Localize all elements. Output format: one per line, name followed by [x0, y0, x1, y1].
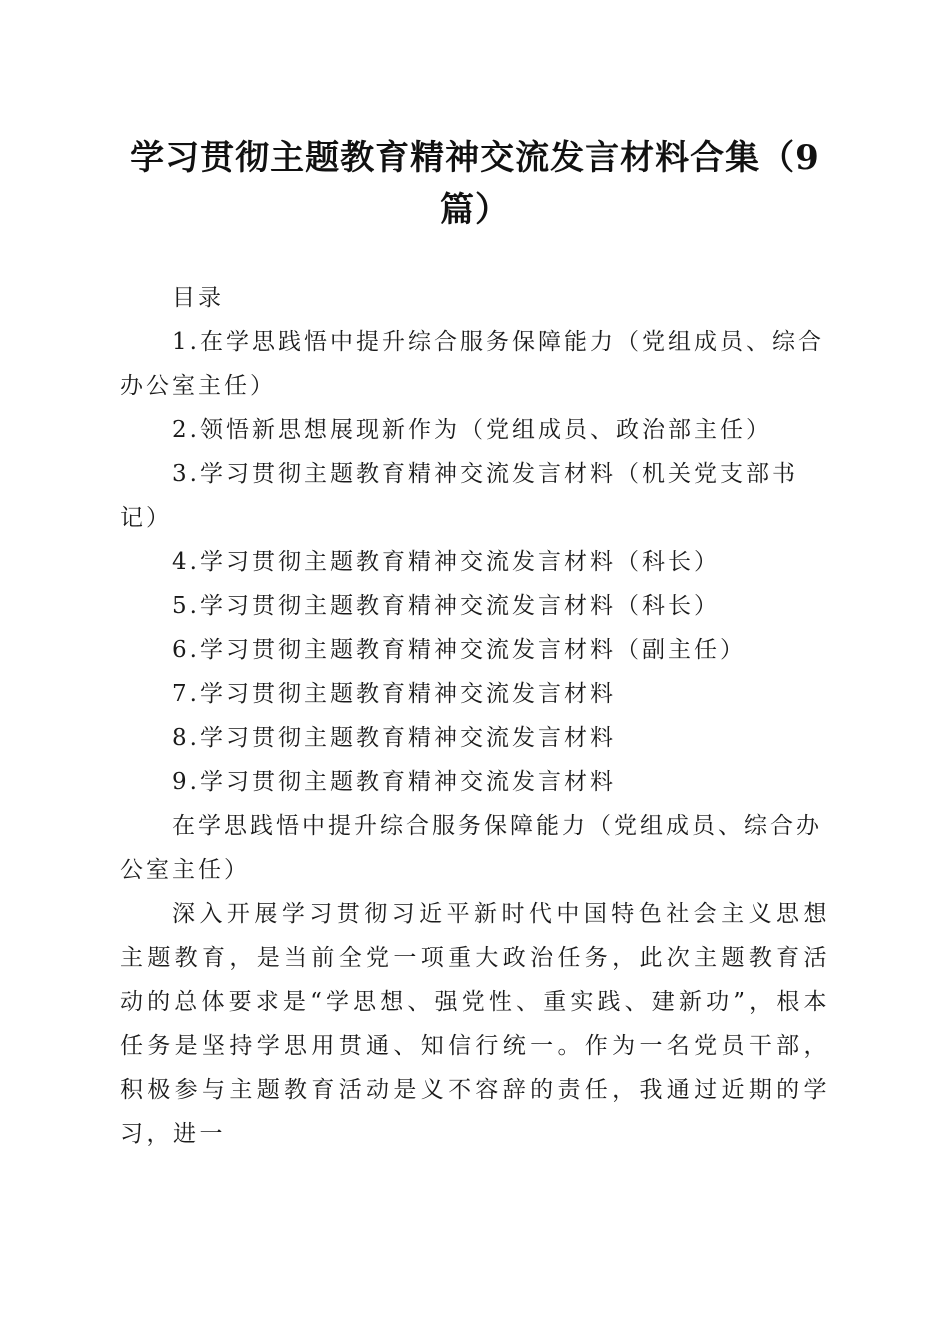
toc-list	[120, 320, 830, 804]
toc-item: 5.学习贯彻主题教育精神交流发言材料（科长）	[172, 593, 720, 619]
toc-item: 4.学习贯彻主题教育精神交流发言材料（科长）	[172, 549, 720, 575]
toc-item: 7.学习贯彻主题教育精神交流发言材料	[172, 681, 616, 707]
toc-item: 6.学习贯彻主题教育精神交流发言材料（副主任）	[172, 637, 746, 663]
toc-item: 1.在学思践悟中提升综合服务保障能力（党组成员、综合办公室主任）	[120, 329, 824, 399]
toc-item: 9.学习贯彻主题教育精神交流发言材料	[172, 769, 616, 795]
toc-item: 3.学习贯彻主题教育精神交流发言材料（机关党支部书记）	[120, 461, 798, 531]
toc-item: 8.学习贯彻主题教育精神交流发言材料	[172, 725, 616, 751]
document-title: 学习贯彻主题教育精神交流发言材料合集（9篇）	[130, 138, 820, 230]
section-heading: 在学思践悟中提升综合服务保障能力（党组成员、综合办公室主任）	[120, 813, 822, 883]
document-body	[120, 276, 830, 1156]
toc-heading: 目录	[172, 285, 224, 311]
body-paragraph: 深入开展学习贯彻习近平新时代中国特色社会主义思想主题教育，是当前全党一项重大政治任务，此次主题教育活动的总体要求是“学思想、强党性、重实践、建新功”，根本任务是坚持学思用贯通、知信行统一。作为一名党员干部，积极参与主题教育活动是义不容辞的责任，我通过近期的学习，进一	[120, 901, 830, 1147]
toc-item: 2.领悟新思想展现新作为（党组成员、政治部主任）	[172, 417, 772, 443]
